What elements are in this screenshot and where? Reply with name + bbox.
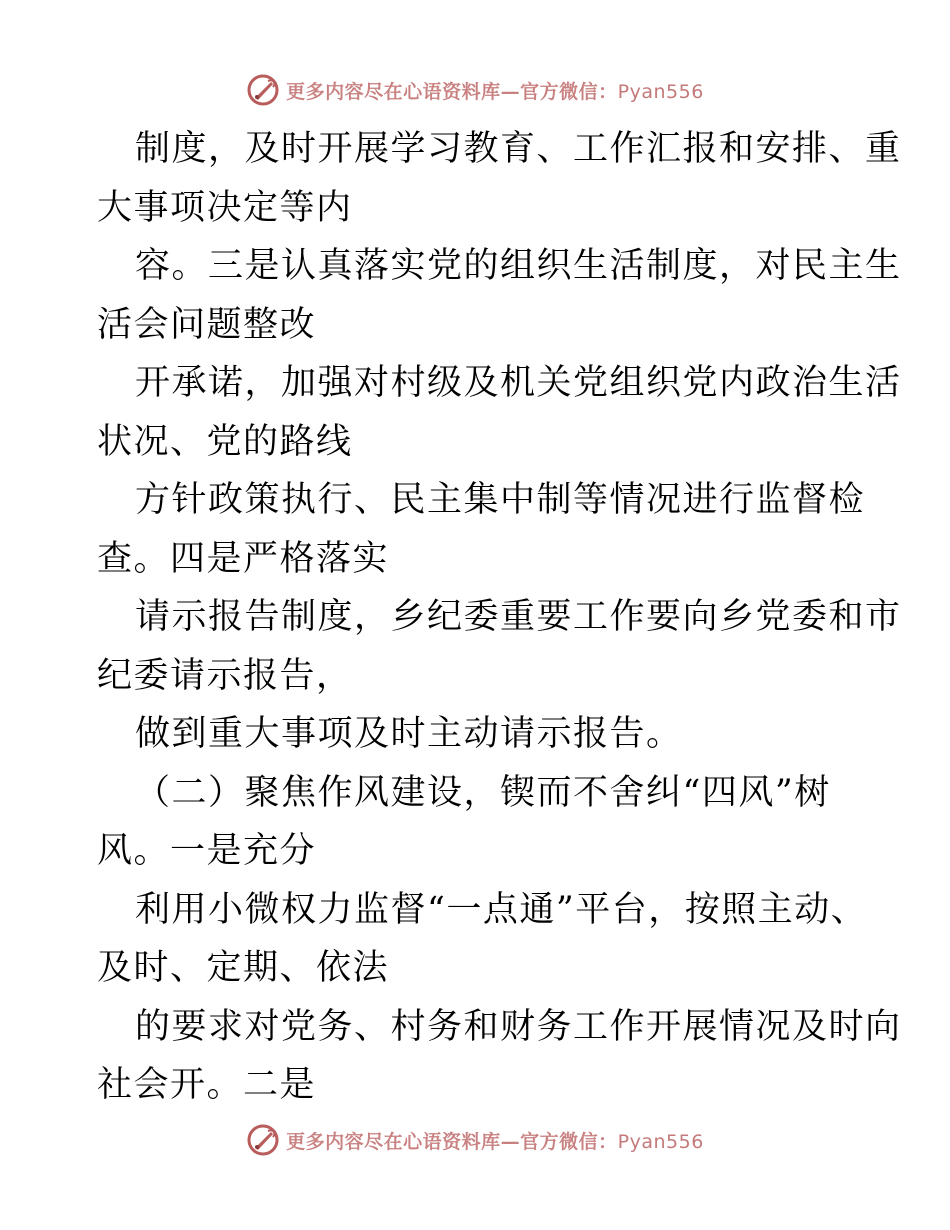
text-line: 方针政策执行、民主集中制等情况进行监督检: [135, 480, 866, 520]
text-line: 做到重大事项及时主动请示报告。: [135, 714, 683, 754]
header-banner-text: [286, 77, 704, 104]
feather-pen-logo-icon: [246, 73, 280, 107]
text-line: 利用小微权力监督“一点通”平台，按照主动、: [135, 889, 868, 930]
document-body: [97, 120, 902, 1115]
text-line: 制度，及时开展学习教育、工作汇报和安排、重: [135, 129, 902, 169]
text-line: 大事项决定等内: [97, 187, 353, 228]
text-line: 纪委请示报告，: [97, 655, 353, 696]
footer-banner-wechat-id: Pyan556: [617, 1130, 704, 1153]
footer-banner: [0, 1120, 950, 1160]
text-line: 请示报告制度，乡纪委重要工作要向乡党委和市: [135, 597, 902, 637]
footer-banner-cn: 更多内容尽在心语资料库—官方微信：: [286, 1130, 618, 1153]
header-banner-wechat-id: Pyan556: [617, 80, 704, 103]
text-line: 开承诺，加强对村级及机关党组织党内政治生活: [135, 363, 902, 403]
text-line: 查。四是严格落实: [97, 538, 390, 579]
header-banner-cn: 更多内容尽在心语资料库—官方微信：: [286, 80, 618, 103]
text-line: （二）聚焦作风建设，锲而不舍纠“四风”树: [135, 772, 831, 813]
text-line: 社会开。二是: [97, 1065, 317, 1105]
feather-pen-logo-icon: [246, 1123, 280, 1157]
text-line: 及时、定期、依法: [97, 948, 390, 988]
text-line: 的要求对党务、村务和财务工作开展情况及时向: [135, 1006, 902, 1047]
text-line: 容。三是认真落实党的组织生活制度，对民主生: [135, 246, 902, 286]
text-line: 状况、党的路线: [97, 421, 353, 462]
footer-banner-text: [286, 1127, 704, 1154]
header-banner: [0, 70, 950, 110]
text-line: 活会问题整改: [97, 304, 317, 345]
text-line: 风。一是充分: [97, 831, 317, 871]
